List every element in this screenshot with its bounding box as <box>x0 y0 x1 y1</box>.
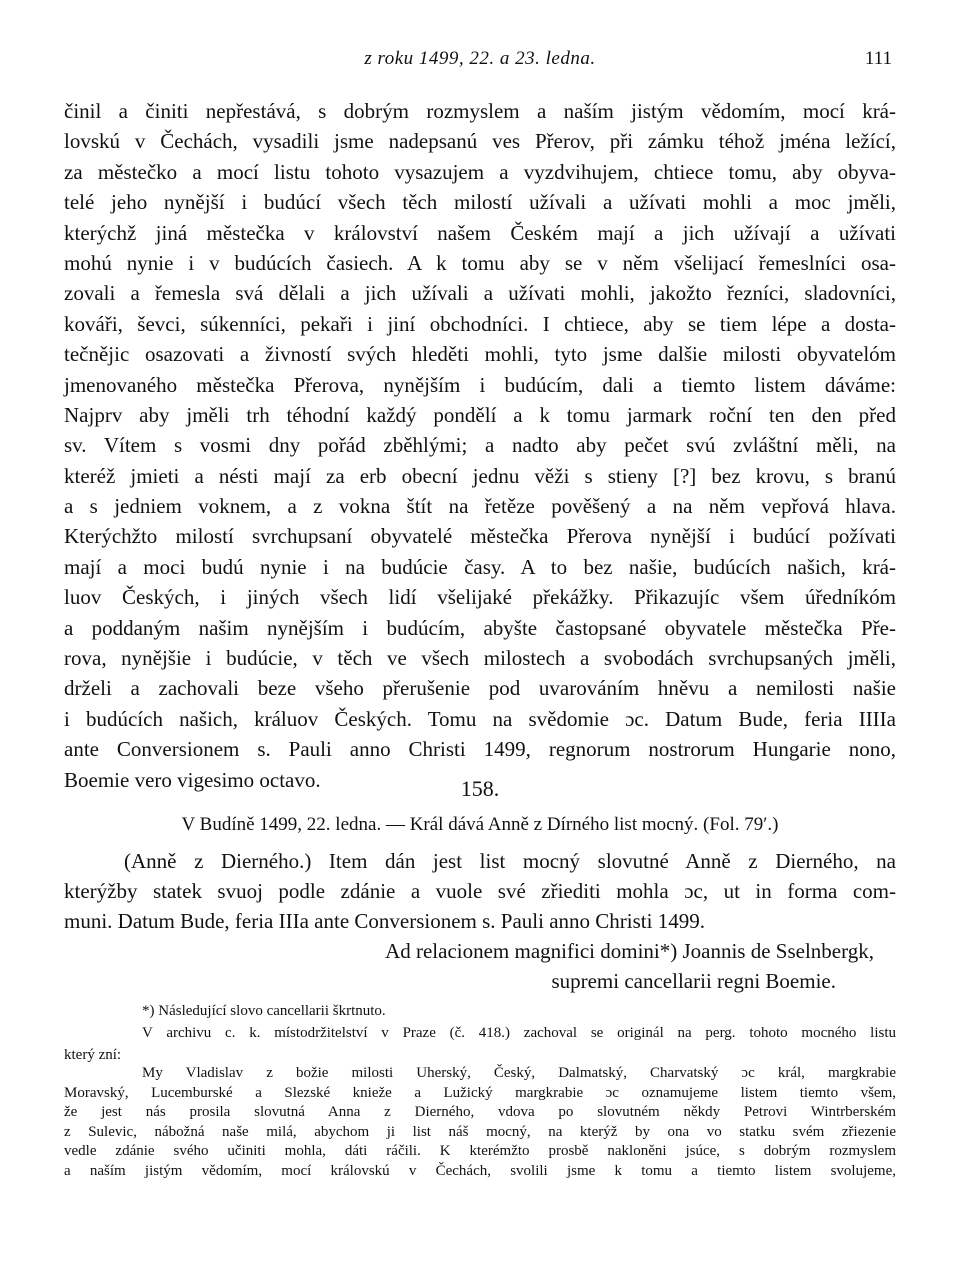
quote-line: My Vladislav z božie milosti Uherský, Český, Dalmatský, Charvatský ɔc král, margkrabie <box>142 1065 896 1081</box>
page-number: 111 <box>864 48 892 69</box>
quote-line: vedle zdánie svého učiniti mohla, dáti ráčili. K kterémžto prosbě nakloněni jsúce, s dobrým rozmyslem <box>64 1143 896 1159</box>
document-158-text <box>64 846 896 936</box>
document-regest: V Budíně 1499, 22. ledna. — Král dává Anně z Dírného list mocný. (Fol. 79′.) <box>181 814 779 835</box>
text-line: Boemie vero vigesimo octavo. <box>64 767 321 792</box>
text-line: kováři, ševci, súkenníci, pekaři i jiní obchodníci. I chtiece, aby se tiem lépe a dosta- <box>64 311 896 336</box>
text-line: Kterýchžto milostí svrchupsaní obyvatelé městečka Přerova nynější i budúcí požívati <box>64 524 896 549</box>
quote-line: a naším jistým vědomím, mocí královskú v Čechách, svolili jsme k tomu a tiemto listem svolujeme, <box>64 1162 896 1179</box>
text-line: rova, nynějšie i budúcie, v těch ve všech milostech a svobodách svrchupsaných jměli, <box>64 646 896 671</box>
text-line: luov Českých, i jiných všech lidí všelijaké překážky. Přikazujíc všem úředníkóm <box>64 585 896 610</box>
document-157-continuation <box>64 96 896 795</box>
text-line: telé jeho nynější i budúcí všech těch milostí užívali a užívati mohli a moc jměli, <box>64 190 896 215</box>
text-line: sv. Vítem s vosmi dny pořád zběhlými; a nadto aby pečet svú zvláštní měli, na <box>64 433 896 458</box>
text-line: kterýžby statek svuoj podle zdánie a vuole své zřiediti mohla ɔc, ut in forma com- <box>64 879 896 903</box>
text-line: Najprv aby jměli trh téhodní každý pondělí a k tomu jarmark roční ten den před <box>64 402 896 427</box>
text-line: kteréž jmieti a nésti mají za erb obecní jednu věži s stieny [?] bez krovu, s branú <box>64 463 896 488</box>
text-line: a poddaným našim nynějším i budúcím, abyšte častopsané obyvatele městečka Pře- <box>64 615 896 640</box>
text-line: za městečko a mocí listu tohoto vysazujem a vyzdvihujem, chtiece tomu, aby obyva- <box>64 159 896 184</box>
text-line: mohú nynie i v budúcích časiech. A k tomu aby se v něm všelijací řemeslníci osa- <box>64 250 896 275</box>
text-line: zovali a řemesla svá dělali a jich užívali a užívati mohli, jakožto řezníci, sladovníci, <box>64 281 896 306</box>
text-line: mají a moci budú nynie i na budúcie časy. A to bez našie, budúcích našich, krá- <box>64 554 896 579</box>
signature-line: Ad relacionem magnifici domini*) Joannis de Sselnbergk, <box>385 939 874 963</box>
text-line: lovskú v Čechách, vysadili jsme nadepsanú ves Přerov, při zámku téhož jména ležící, <box>64 129 896 154</box>
text-line: činil a činiti nepřestává, s dobrým rozmyslem a naším jistým vědomím, mocí krá- <box>64 99 896 123</box>
text-line: kterýchž jiná městečka v království našem Českém mají a jich užívají a užívati <box>64 220 896 245</box>
document-number: 158. <box>460 776 500 801</box>
quote-line: z Sulevic, nábožná naše milá, abychom ji list náš mocný, na kterýž by ona vo statku svém zřiezenie <box>64 1123 896 1140</box>
text-line: i budúcích našich, králuov Českých. Tomu na svědomie ɔc. Datum Bude, feria IIIIa <box>64 706 896 731</box>
relation-signature <box>64 936 896 996</box>
quote-line: Moravský, Lucemburské a Slezské knieže a Lužický margkrabie ɔc oznamujeme listem tiemto všem, <box>64 1084 896 1101</box>
original-charter-quote <box>64 1064 896 1181</box>
running-head <box>0 48 960 78</box>
archive-note: V archivu c. k. místodržitelství v Praze (č. 418.) zachoval se originál na perg. tohoto mocného listu <box>142 1025 896 1041</box>
quote-line: že jest nás prosila slovutná Anna z Dierného, vdova po slovutném někdy Petrovi Wintrberském <box>64 1104 896 1120</box>
text-line: muni. Datum Bude, feria IIIa ante Conversionem s. Pauli anno Christi 1499. <box>64 909 705 933</box>
text-line: (Anně z Dierného.) Item dán jest list mocný slovutné Anně z Dierného, na <box>124 849 896 873</box>
text-line: drželi a zachovali beze všeho přerušenie pod uvarováním hněvu a nemilosti našie <box>64 676 896 701</box>
footnote-strikeout: *) Následující slovo cancellarii škrtnuto. <box>142 1003 386 1019</box>
footnotes <box>64 1000 896 1066</box>
text-line: a s jedniem voknem, a z vokna štít na řetěze pověšený a na něm vepřová hlava. <box>64 494 896 519</box>
text-line: ante Conversionem s. Pauli anno Christi 1499, regnorum nostrorum Hungarie nono, <box>64 737 896 762</box>
signature-line: supremi cancellarii regni Boemie. <box>551 969 836 993</box>
archive-note-continued: který zní: <box>64 1047 122 1063</box>
text-line: tečnějic osazovati a živností svých hleděti mohli, tyto jsme dalšie milosti obyvatelóm <box>64 342 896 367</box>
text-line: jmenovaného městečka Přerova, nynějším i budúcím, dali a tiemto listem dáváme: <box>64 372 896 397</box>
running-title: z roku 1499, 22. a 23. ledna. <box>364 48 596 69</box>
